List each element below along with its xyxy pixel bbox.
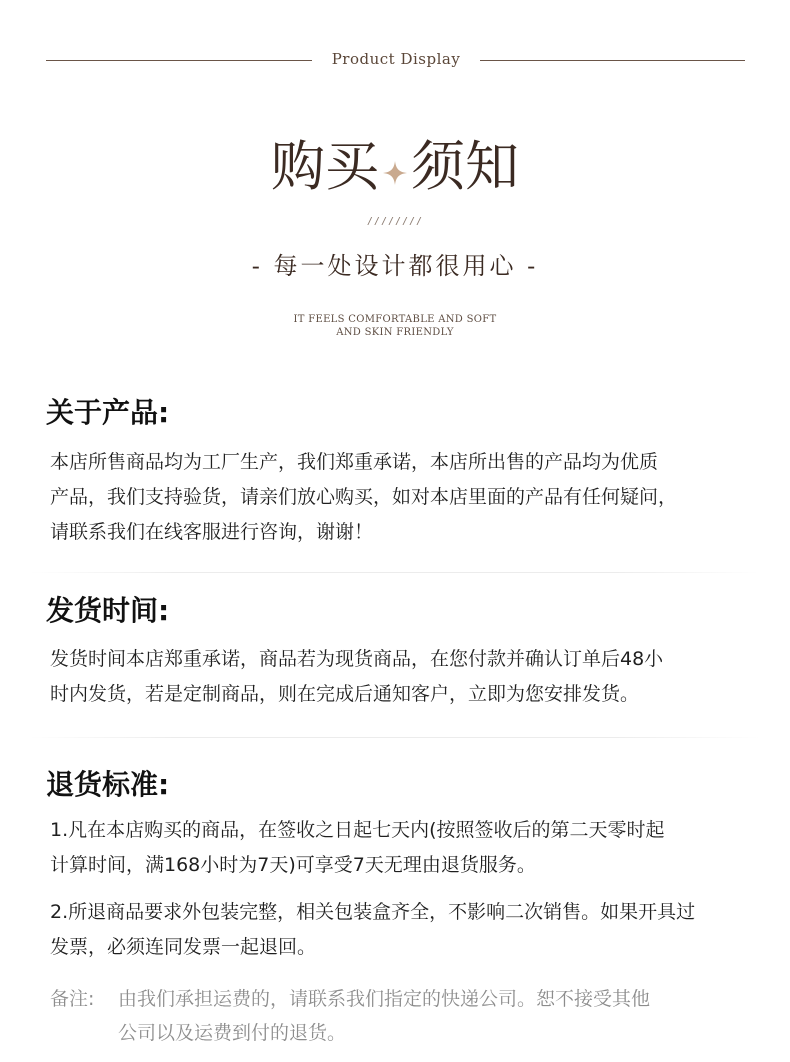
header-rule-right (480, 60, 745, 61)
page-title-right: 须知 (411, 135, 519, 198)
returns-item-2-line: 发票，必须连同发票一起退回。 (50, 936, 317, 958)
returns-item-2-line: 2.所退商品要求外包装完整，相关包装盒齐全，不影响二次销售。如果开具过 (50, 901, 696, 923)
section-divider (30, 737, 760, 738)
about-line: 本店所售商品均为工厂生产，我们郑重承诺，本店所出售的产品均为优质 (50, 451, 659, 473)
sparkle-icon (383, 132, 407, 202)
note-line: 公司以及运费到付的退货。 (118, 1022, 347, 1044)
section-divider (30, 572, 760, 573)
english-subtitle (0, 313, 790, 339)
header-label: Product Display (331, 50, 461, 68)
tagline: - 每一处设计都很用心 - (251, 252, 539, 280)
returns-item-1 (50, 813, 760, 883)
english-subtitle-line2: AND SKIN FRIENDLY (336, 327, 454, 338)
section-body-about (50, 445, 760, 550)
page-title (0, 128, 790, 202)
about-line: 产品，我们支持验货，请亲们放心购买，如对本店里面的产品有任何疑问， (50, 486, 678, 508)
english-subtitle-line1: IT FEELS COMFORTABLE AND SOFT (293, 314, 497, 325)
shipping-line: 发货时间本店郑重承诺，商品若为现货商品，在您付款并确认订单后48小 (50, 648, 664, 670)
returns-item-2 (50, 895, 760, 965)
header-rule-left (46, 60, 312, 61)
returns-item-1-line: 计算时间，满168小时为7天)可享受7天无理由退货服务。 (50, 854, 536, 876)
section-title-shipping: 发货时间: (46, 594, 170, 627)
returns-note (50, 982, 760, 1050)
about-line: 请联系我们在线客服进行咨询，谢谢！ (50, 521, 374, 543)
shipping-line: 时内发货，若是定制商品，则在完成后通知客户，立即为您安排发货。 (50, 683, 640, 705)
section-title-about: 关于产品: (46, 396, 170, 429)
section-body-shipping (50, 642, 760, 712)
returns-item-1-line: 1.凡在本店购买的商品，在签收之日起七天内(按照签收后的第二天零时起 (50, 819, 665, 841)
note-line: 由我们承担运费的，请联系我们指定的快递公司。恕不接受其他 (118, 988, 651, 1010)
page-title-left: 购买 (271, 135, 379, 198)
section-title-returns: 退货标准: (46, 768, 170, 801)
note-label: 备注: (50, 988, 95, 1010)
slash-ornament: //////// (366, 216, 424, 227)
